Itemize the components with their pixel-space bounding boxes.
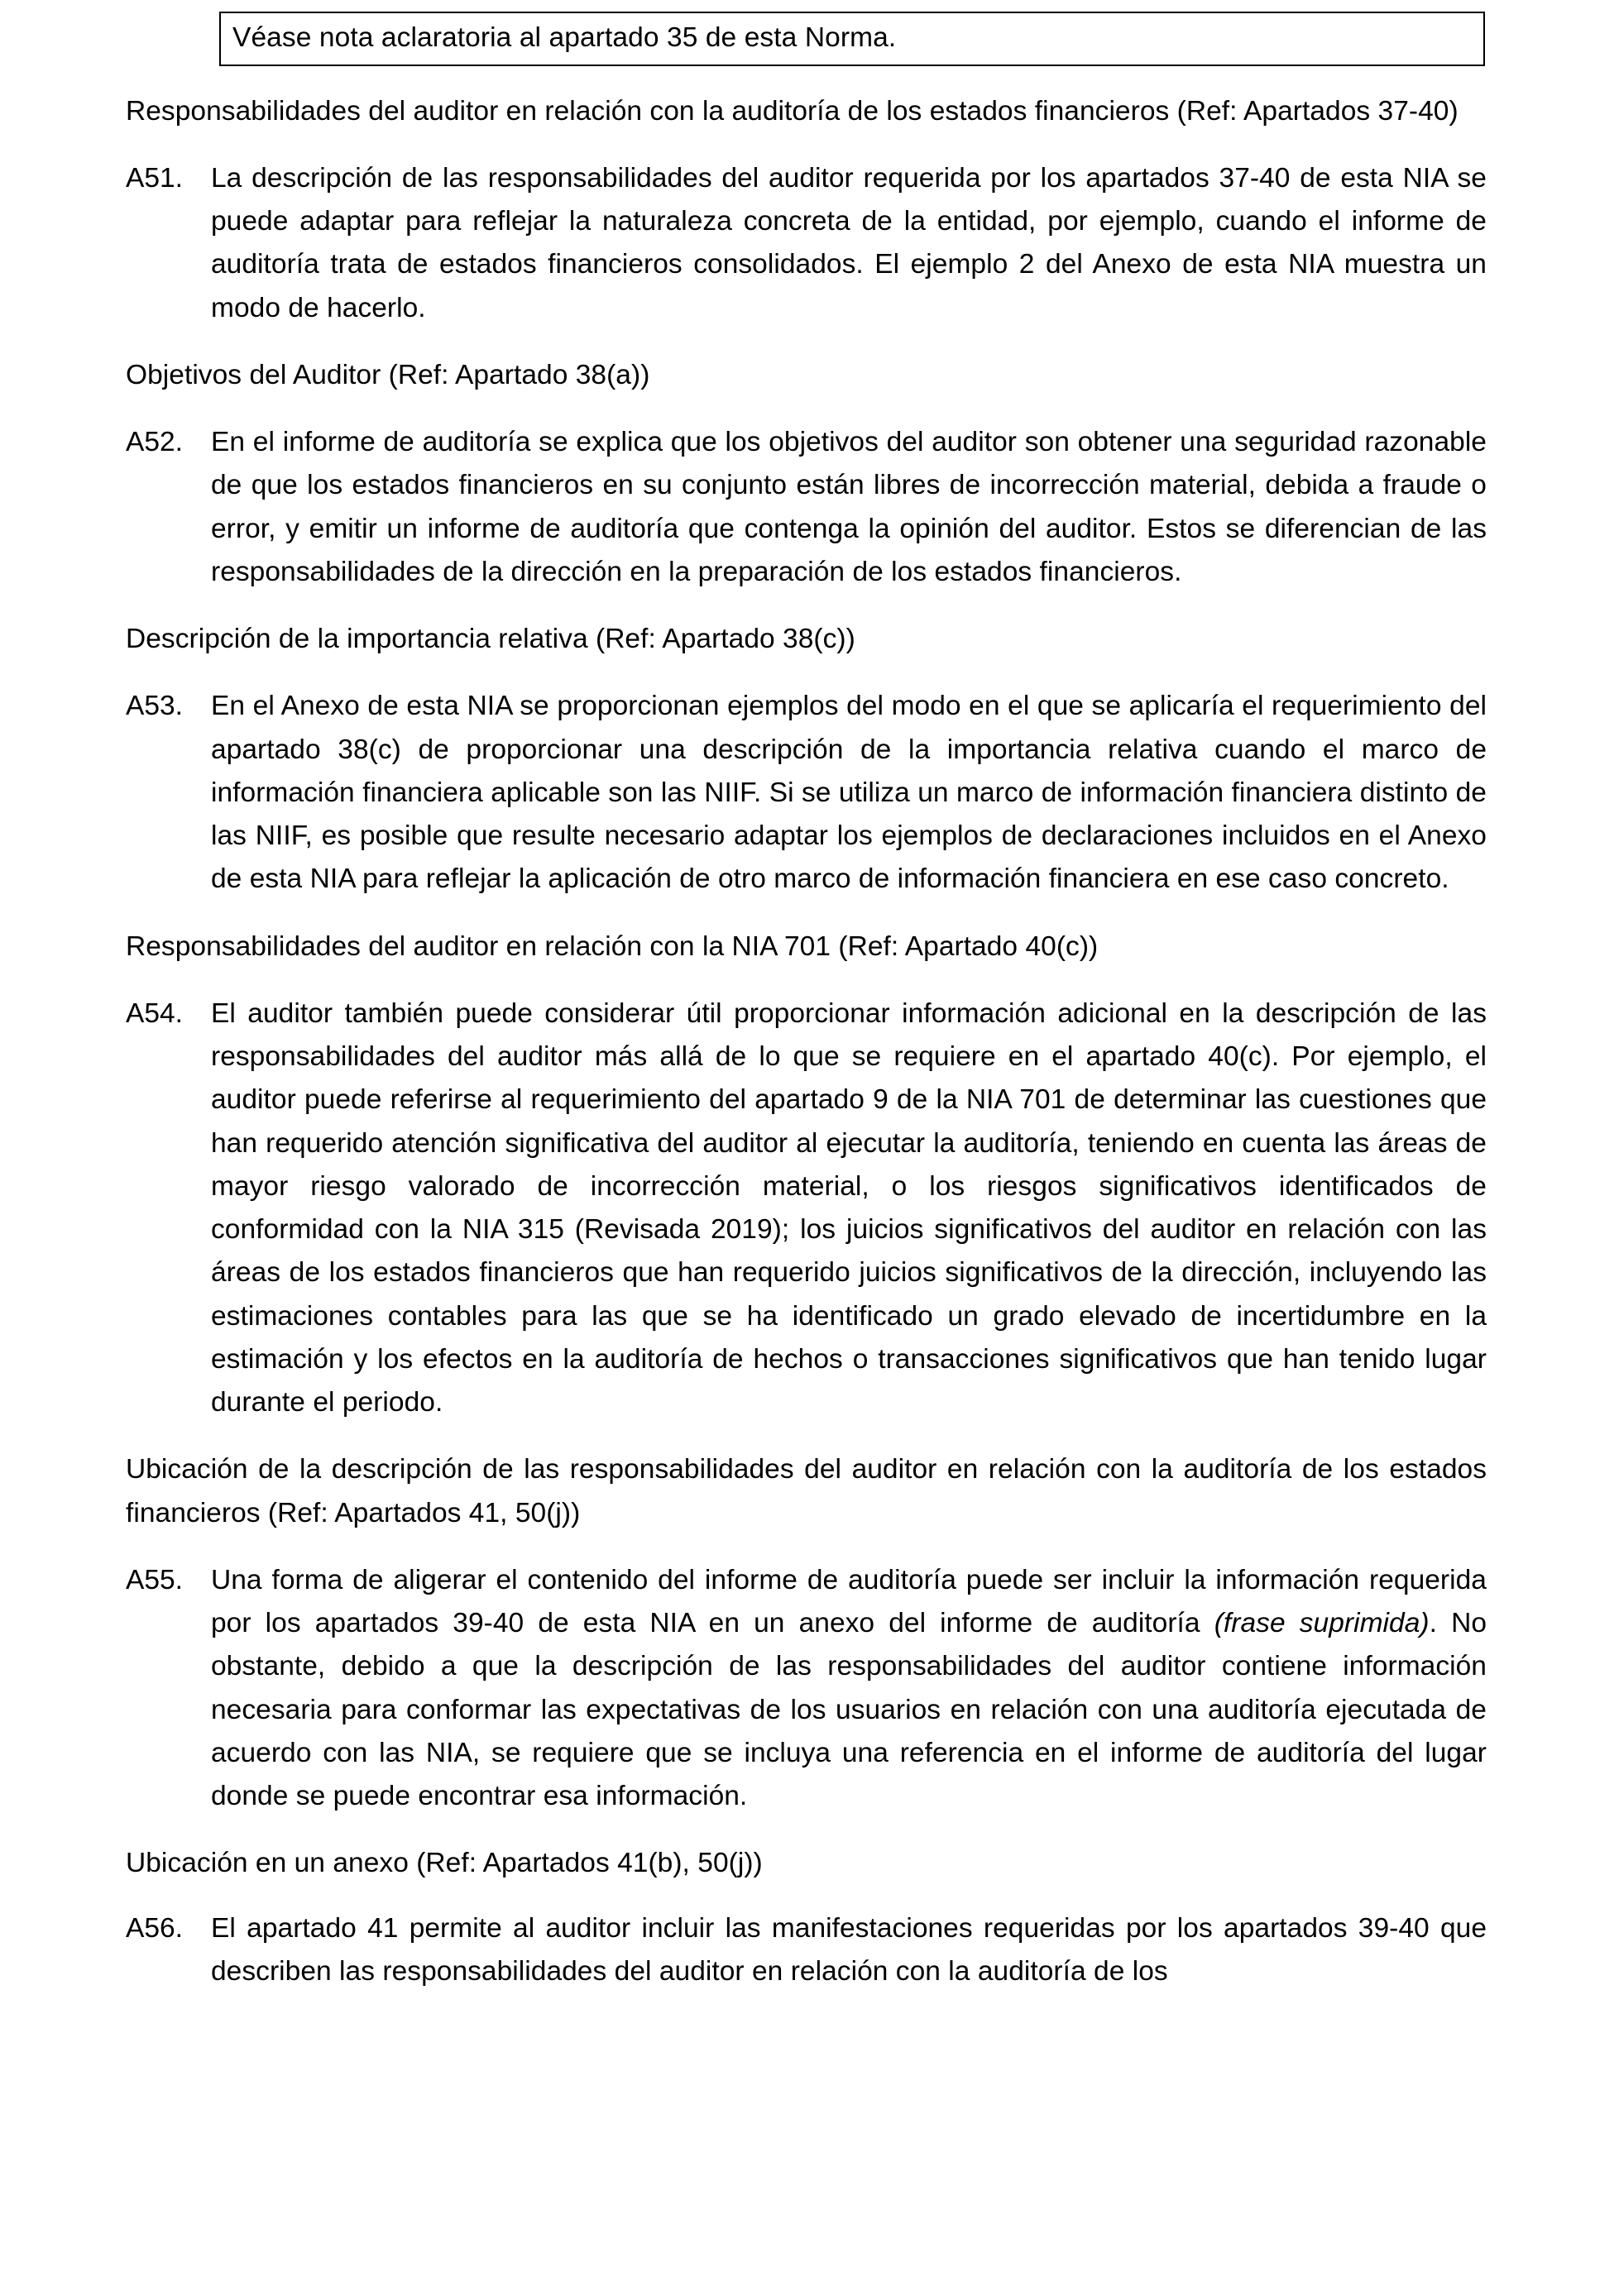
paragraph-a56-label: A56. bbox=[126, 1912, 183, 1944]
paragraph-a54 bbox=[126, 993, 1487, 1425]
paragraph-a51-label: A51. bbox=[126, 162, 183, 194]
heading-descripcion-importancia-relativa: Descripción de la importancia relativa (Ref: Apartado 38(c)) bbox=[126, 624, 855, 655]
paragraph-a55-text-before-italic: Una forma de aligerar el contenido del informe de auditoría puede ser incluir la información requerida por los apartados 39-40 de esta NIA en un anexo del informe de auditoría bbox=[211, 1564, 1487, 1639]
heading-ubicacion-descripcion: Ubicación de la descripción de las responsabilidades del auditor en relación con la auditoría de los estados financieros (Ref: Apartados 41, 50(j)) bbox=[126, 1454, 1487, 1528]
paragraph-a56 bbox=[126, 1907, 1487, 1994]
heading-responsabilidades-auditor-ef: Responsabilidades del auditor en relación con la auditoría de los estados financieros (Ref: Apartados 37-40) bbox=[126, 95, 1459, 127]
paragraph-a53-label: A53. bbox=[126, 691, 183, 722]
paragraph-a54-label: A54. bbox=[126, 997, 183, 1029]
paragraph-a55-italic-phrase: (frase suprimida) bbox=[1214, 1608, 1430, 1639]
paragraph-a54-body: El auditor también puede considerar útil proporcionar información adicional en la descripción de las responsabilidades del auditor más allá de lo que se requiere en el apartado 40(c). Por ejemplo, el auditor puede referirse al requerimiento del apartado 9 de la NIA 701 de determinar las cuestiones que han requerido atención significativa del auditor al ejecutar la auditoría, teniendo en cuenta las áreas de mayor riesgo valorado de incorrección material, o los riesgos significativos identificados de conformidad con la NIA 315 (Revisada 2019); los juicios significativos del auditor en relación con las áreas de los estados financieros que han requerido juicios significativos de la dirección, incluyendo las estimaciones contables para las que se ha identificado un grado elevado de incertidumbre en la estimación y los efectos en la auditoría de hechos o transacciones significativos que han tenido lugar durante el periodo. bbox=[211, 997, 1487, 1418]
paragraph-a52 bbox=[126, 421, 1487, 594]
heading-responsabilidades-nia-701: Responsabilidades del auditor en relación con la NIA 701 (Ref: Apartado 40(c)) bbox=[126, 930, 1099, 962]
paragraph-a51-body: La descripción de las responsabilidades del auditor requerida por los apartados 37-40 de esta NIA se puede adaptar para reflejar la naturaleza concreta de la entidad, por ejemplo, cuando el informe de auditoría trata de estados financieros consolidados. El ejemplo 2 del Anexo de esta NIA muestra un modo de hacerlo. bbox=[211, 162, 1487, 323]
paragraph-a55-label: A55. bbox=[126, 1564, 183, 1595]
clarifying-note-text: Véase nota aclaratoria al apartado 35 de esta Norma. bbox=[232, 22, 897, 53]
paragraph-a56-body: El apartado 41 permite al auditor incluir las manifestaciones requeridas por los apartados 39-40 que describen las responsabilidades del auditor en relación con la auditoría de los bbox=[211, 1912, 1487, 1987]
paragraph-a51 bbox=[126, 157, 1487, 330]
paragraph-a52-body: En el informe de auditoría se explica que los objetivos del auditor son obtener una seguridad razonable de que los estados financieros en su conjunto están libres de incorrección material, debida a fraude o error, y emitir un informe de auditoría que contenga la opinión del auditor. Estos se diferencian de las responsabilidades de la dirección en la preparación de los estados financieros. bbox=[211, 427, 1487, 587]
paragraph-a55-body bbox=[211, 1559, 1487, 1819]
paragraph-a55-text-after-italic: . No obstante, debido a que la descripción de las responsabilidades del auditor contiene información necesaria para conformar las expectativas de los usuarios en relación con una auditoría ejecutada de acuerdo con las NIA, se requiere que se incluya una referencia en el informe de auditoría del lugar donde se puede encontrar esa información. bbox=[211, 1608, 1487, 1812]
paragraph-a53 bbox=[126, 685, 1487, 901]
clarifying-note-wrapper bbox=[126, 0, 1487, 66]
heading-objetivos-del-auditor: Objetivos del Auditor (Ref: Apartado 38(a)) bbox=[126, 359, 650, 390]
page-content bbox=[126, 0, 1487, 1993]
paragraph-a52-label: A52. bbox=[126, 427, 183, 458]
paragraph-a55 bbox=[126, 1559, 1487, 1819]
heading-ubicacion-en-un-anexo: Ubicación en un anexo (Ref: Apartados 41(b), 50(j)) bbox=[126, 1848, 763, 1879]
paragraph-a53-body: En el Anexo de esta NIA se proporcionan ejemplos del modo en el que se aplicaría el requerimiento del apartado 38(c) de proporcionar una descripción de la importancia relativa cuando el marco de información financiera aplicable son las NIIF. Si se utiliza un marco de información financiera distinto de las NIIF, es posible que resulte necesario adaptar los ejemplos de declaraciones incluidos en el Anexo de esta NIA para reflejar la aplicación de otro marco de información financiera en ese caso concreto. bbox=[211, 691, 1487, 895]
clarifying-note-box bbox=[219, 12, 1485, 66]
